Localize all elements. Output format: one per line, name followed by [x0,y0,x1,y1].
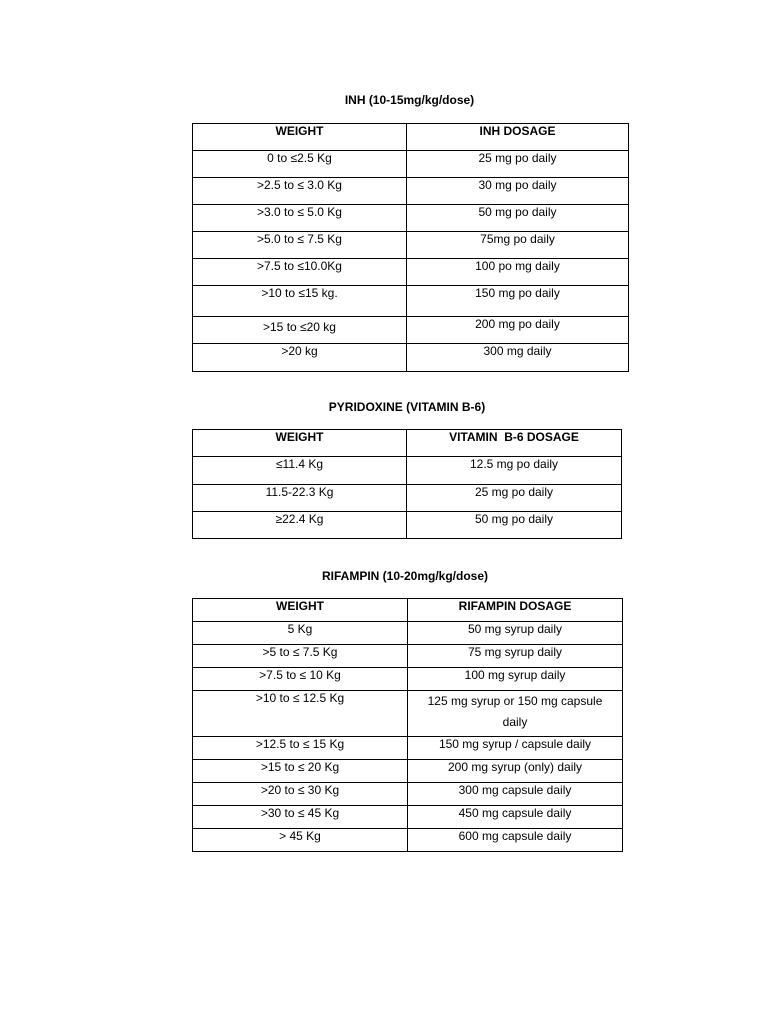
rifampin-section-title: RIFAMPIN (10-20mg/kg/dose) [321,569,489,583]
dosage-cell: 50 mg po daily [407,512,622,539]
weight-cell: >15 to ≤ 20 Kg [193,760,408,783]
dosage-cell: 450 mg capsule daily [408,806,623,829]
weight-cell: 11.5-22.3 Kg [193,485,407,512]
weight-cell: >20 to ≤ 30 Kg [193,783,408,806]
dosage-cell: 25 mg po daily [407,151,629,178]
weight-column-header: WEIGHT [193,124,407,151]
weight-cell: >7.5 to ≤10.0Kg [193,259,407,286]
dosage-cell: 125 mg syrup or 150 mg capsule daily [408,691,623,737]
weight-cell: >7.5 to ≤ 10 Kg [193,668,408,691]
table-row [193,645,623,668]
dosage-cell: 200 mg syrup (only) daily [408,760,623,783]
dosage-cell: 150 mg po daily [407,286,629,317]
table-row [193,622,623,645]
table-row [193,512,622,539]
weight-cell: >10 to ≤15 kg. [193,286,407,317]
weight-cell: >2.5 to ≤ 3.0 Kg [193,178,407,205]
weight-cell: >12.5 to ≤ 15 Kg [193,737,408,760]
inh-section-title: INH (10-15mg/kg/dose) [344,93,475,107]
table-row [193,178,629,205]
weight-cell: ≤11.4 Kg [193,457,407,485]
dosage-cell: 300 mg daily [407,344,629,372]
dosage-column-header: INH DOSAGE [407,124,629,151]
weight-cell: ≥22.4 Kg [193,512,407,539]
table-row [193,151,629,178]
dosage-cell: 50 mg po daily [407,205,629,232]
table-row [193,344,629,372]
dosage-cell: 12.5 mg po daily [407,457,622,485]
dosage-cell: 300 mg capsule daily [408,783,623,806]
pyridoxine-dosage-table [192,429,622,539]
weight-cell: >5 to ≤ 7.5 Kg [193,645,408,668]
table-row [193,485,622,512]
dosage-cell: 600 mg capsule daily [408,829,623,852]
table-header-row [193,124,629,151]
weight-cell: >3.0 to ≤ 5.0 Kg [193,205,407,232]
table-row [193,760,623,783]
dosage-cell: 75 mg syrup daily [408,645,623,668]
weight-column-header: WEIGHT [193,599,408,622]
inh-dosage-table [192,123,629,372]
table-header-row [193,430,622,457]
dosage-cell: 25 mg po daily [407,485,622,512]
dosage-cell: 50 mg syrup daily [408,622,623,645]
table-row [193,737,623,760]
table-row [193,286,629,317]
weight-cell: >5.0 to ≤ 7.5 Kg [193,232,407,259]
dosage-column-header: RIFAMPIN DOSAGE [408,599,623,622]
table-row [193,205,629,232]
table-row [193,691,623,737]
table-row [193,783,623,806]
table-row [193,317,629,344]
weight-cell: >15 to ≤20 kg [193,317,407,344]
dosage-column-header: VITAMIN B-6 DOSAGE [407,430,622,457]
dosage-cell: 150 mg syrup / capsule daily [408,737,623,760]
dosage-cell: 100 mg syrup daily [408,668,623,691]
table-row [193,829,623,852]
weight-cell: >10 to ≤ 12.5 Kg [193,691,408,737]
weight-column-header: WEIGHT [193,430,407,457]
rifampin-dosage-table [192,598,623,852]
weight-cell: >30 to ≤ 45 Kg [193,806,408,829]
weight-cell: > 45 Kg [193,829,408,852]
table-row [193,259,629,286]
dosage-cell: 30 mg po daily [407,178,629,205]
dosage-cell: 75mg po daily [407,232,629,259]
dosage-cell: 100 po mg daily [407,259,629,286]
weight-cell: >20 kg [193,344,407,372]
table-row [193,668,623,691]
dosage-cell: 200 mg po daily [407,317,629,344]
table-row [193,457,622,485]
weight-cell: 5 Kg [193,622,408,645]
pyridoxine-section-title: PYRIDOXINE (VITAMIN B-6) [328,400,486,414]
table-row [193,806,623,829]
table-row [193,232,629,259]
table-header-row [193,599,623,622]
weight-cell: 0 to ≤2.5 Kg [193,151,407,178]
